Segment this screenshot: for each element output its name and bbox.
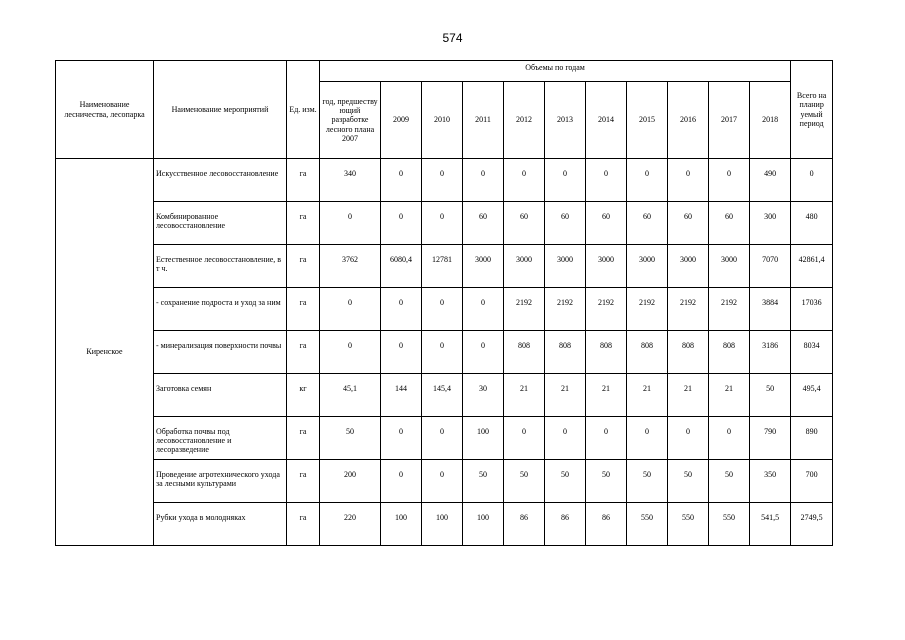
forest-activities-table [55,60,833,546]
value-cell: 2749,5 [791,503,833,546]
value-cell: 60 [504,202,545,245]
header-year: 2012 [504,82,545,159]
value-cell: 2192 [709,288,750,331]
value-cell: 490 [750,159,791,202]
value-cell: 3000 [504,245,545,288]
value-cell: 0 [709,417,750,460]
unit-cell: га [287,288,320,331]
value-cell: 60 [627,202,668,245]
value-cell: 0 [320,331,381,374]
table-row [56,331,833,374]
value-cell: 12781 [422,245,463,288]
value-cell: 2192 [668,288,709,331]
value-cell: 550 [668,503,709,546]
value-cell: 0 [320,202,381,245]
value-cell: 0 [504,417,545,460]
value-cell: 0 [463,288,504,331]
value-cell: 808 [668,331,709,374]
value-cell: 808 [504,331,545,374]
value-cell: 2192 [545,288,586,331]
header-year: 2011 [463,82,504,159]
header-volumes-by-year: Объемы по годам [320,61,791,82]
value-cell: 550 [709,503,750,546]
unit-cell: га [287,503,320,546]
value-cell: 0 [791,159,833,202]
value-cell: 30 [463,374,504,417]
table-row [56,288,833,331]
value-cell: 808 [627,331,668,374]
value-cell: 0 [586,417,627,460]
activity-name: Комбинированное лесовосстановление [154,202,287,245]
value-cell: 21 [627,374,668,417]
value-cell: 0 [545,159,586,202]
value-cell: 0 [504,159,545,202]
value-cell: 50 [750,374,791,417]
value-cell: 50 [545,460,586,503]
header-activity: Наименование мероприятий [154,61,287,159]
value-cell: 0 [545,417,586,460]
value-cell: 60 [545,202,586,245]
value-cell: 50 [463,460,504,503]
value-cell: 808 [545,331,586,374]
value-cell: 42861,4 [791,245,833,288]
value-cell: 3000 [709,245,750,288]
table-row [56,202,833,245]
value-cell: 145,4 [422,374,463,417]
header-unit: Ед. изм. [287,61,320,159]
value-cell: 21 [709,374,750,417]
table-row [56,417,833,460]
value-cell: 0 [668,417,709,460]
activity-name: Обработка почвы под лесовосстановление и лесоразведение [154,417,287,460]
table-row [56,503,833,546]
header-year: 2009 [381,82,422,159]
value-cell: 50 [320,417,381,460]
value-cell: 100 [422,503,463,546]
value-cell: 0 [422,460,463,503]
header-base-year: год, предшеству ющий разработке лесного плана 2007 [320,82,381,159]
value-cell: 8034 [791,331,833,374]
value-cell: 890 [791,417,833,460]
header-year: 2015 [627,82,668,159]
value-cell: 3000 [586,245,627,288]
value-cell: 0 [381,288,422,331]
value-cell: 0 [422,159,463,202]
value-cell: 0 [381,331,422,374]
value-cell: 340 [320,159,381,202]
value-cell: 2192 [504,288,545,331]
unit-cell: кг [287,374,320,417]
value-cell: 550 [627,503,668,546]
value-cell: 50 [586,460,627,503]
value-cell: 100 [381,503,422,546]
value-cell: 220 [320,503,381,546]
value-cell: 17036 [791,288,833,331]
value-cell: 3762 [320,245,381,288]
value-cell: 0 [381,159,422,202]
value-cell: 3000 [668,245,709,288]
value-cell: 100 [463,417,504,460]
activity-name: Искусственное лесовосстановление [154,159,287,202]
value-cell: 0 [381,417,422,460]
value-cell: 21 [586,374,627,417]
activity-name: - сохранение подроста и уход за ним [154,288,287,331]
forestry-name: Киренское [56,159,154,546]
page-number: 574 [442,31,463,45]
value-cell: 0 [463,159,504,202]
value-cell: 86 [504,503,545,546]
unit-cell: га [287,245,320,288]
table-row [56,245,833,288]
value-cell: 200 [320,460,381,503]
unit-cell: га [287,159,320,202]
value-cell: 0 [627,159,668,202]
value-cell: 2192 [586,288,627,331]
value-cell: 60 [463,202,504,245]
value-cell: 0 [463,331,504,374]
value-cell: 100 [463,503,504,546]
unit-cell: га [287,331,320,374]
value-cell: 300 [750,202,791,245]
value-cell: 2192 [627,288,668,331]
header-total: Всего на планир уемый период [791,61,833,159]
unit-cell: га [287,202,320,245]
value-cell: 60 [709,202,750,245]
value-cell: 50 [709,460,750,503]
table-row [56,460,833,503]
value-cell: 60 [668,202,709,245]
value-cell: 480 [791,202,833,245]
value-cell: 700 [791,460,833,503]
activity-name: Заготовка семян [154,374,287,417]
unit-cell: га [287,460,320,503]
value-cell: 50 [668,460,709,503]
value-cell: 0 [381,202,422,245]
value-cell: 350 [750,460,791,503]
header-forestry: Наименование лесничества, лесопарка [56,61,154,159]
value-cell: 3884 [750,288,791,331]
activity-name: - минерализация поверхности почвы [154,331,287,374]
activity-name: Проведение агротехнического ухода за лесными культурами [154,460,287,503]
value-cell: 541,5 [750,503,791,546]
value-cell: 0 [422,288,463,331]
unit-cell: га [287,417,320,460]
value-cell: 21 [668,374,709,417]
value-cell: 0 [668,159,709,202]
value-cell: 0 [709,159,750,202]
header-year: 2018 [750,82,791,159]
header-year: 2017 [709,82,750,159]
value-cell: 0 [627,417,668,460]
header-year: 2014 [586,82,627,159]
value-cell: 0 [422,202,463,245]
value-cell: 3000 [463,245,504,288]
value-cell: 7070 [750,245,791,288]
value-cell: 3000 [627,245,668,288]
table-row [56,159,833,202]
value-cell: 0 [320,288,381,331]
value-cell: 60 [586,202,627,245]
value-cell: 808 [709,331,750,374]
value-cell: 0 [422,331,463,374]
value-cell: 0 [586,159,627,202]
value-cell: 50 [627,460,668,503]
value-cell: 3000 [545,245,586,288]
activity-name: Рубки ухода в молодняках [154,503,287,546]
value-cell: 0 [381,460,422,503]
value-cell: 808 [586,331,627,374]
header-year: 2013 [545,82,586,159]
table-row [56,374,833,417]
value-cell: 21 [504,374,545,417]
value-cell: 790 [750,417,791,460]
value-cell: 86 [545,503,586,546]
header-year: 2016 [668,82,709,159]
header-year: 2010 [422,82,463,159]
value-cell: 50 [504,460,545,503]
value-cell: 144 [381,374,422,417]
value-cell: 0 [422,417,463,460]
activity-name: Естественное лесовосстановление, в т ч. [154,245,287,288]
value-cell: 495,4 [791,374,833,417]
value-cell: 21 [545,374,586,417]
value-cell: 3186 [750,331,791,374]
value-cell: 45,1 [320,374,381,417]
value-cell: 86 [586,503,627,546]
value-cell: 6080,4 [381,245,422,288]
